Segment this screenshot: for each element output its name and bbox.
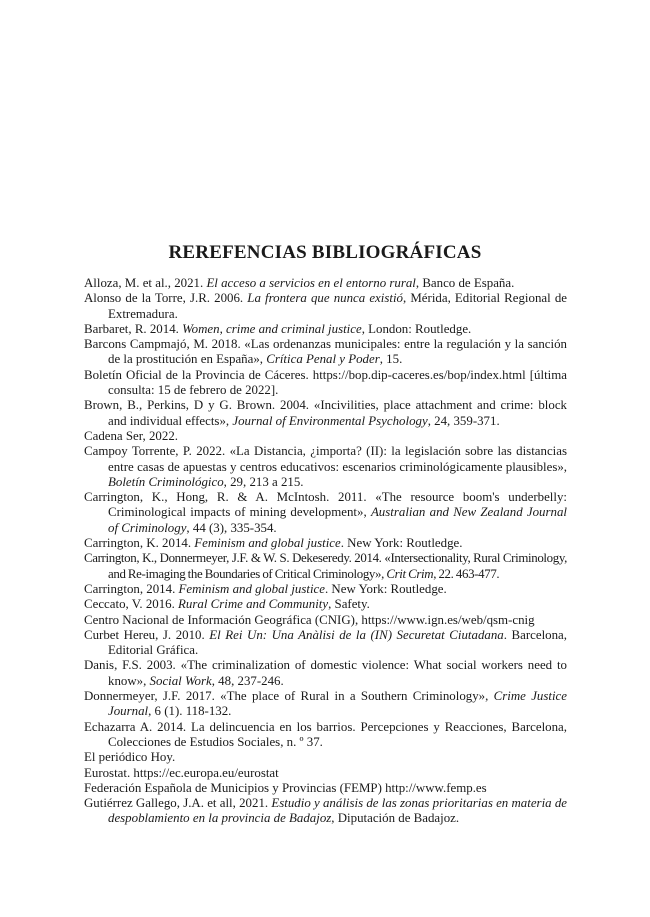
reference-title-italic: Social Work [149, 673, 212, 688]
reference-title-italic: El acceso a servicios en el entorno rural [206, 276, 416, 290]
reference-entry [84, 429, 567, 444]
reference-entry [84, 796, 567, 827]
reference-entry [84, 368, 567, 399]
reference-text-tail: , 29, 213 a 215. [223, 474, 304, 489]
reference-entry [84, 490, 567, 536]
reference-title-italic: Feminism and global justice [178, 581, 325, 596]
reference-text-tail: . New York: Routledge. [324, 581, 447, 596]
reference-text: Alloza, M. et al., 2021. [84, 276, 207, 290]
reference-entry [84, 276, 567, 291]
reference-text-tail: . Barcelona, Editorial Gráfica. [108, 627, 567, 658]
reference-title-italic: La frontera que nunca existió [247, 291, 403, 306]
reference-title-italic: Crítica Penal y Poder [266, 352, 380, 367]
reference-text: Carrington, 2014. [84, 581, 179, 596]
reference-entry [84, 720, 567, 751]
reference-text-tail: , Diputación de Badajoz. [331, 811, 460, 826]
reference-text: Eurostat. https://ec.europa.eu/eurostat [84, 765, 279, 780]
reference-text-tail: , Banco de España. [415, 276, 515, 290]
reference-entry [84, 291, 567, 322]
reference-text: Curbet Hereu, J. 2010. [84, 627, 210, 642]
reference-text: El periódico Hoy. [84, 750, 176, 765]
reference-entry [84, 628, 567, 659]
reference-entry [84, 582, 567, 597]
section-title: REREFENCIAS BIBLIOGRÁFICAS [168, 242, 482, 263]
reference-title-italic: Rural Crime and Community [178, 597, 329, 612]
reference-title-italic: Journal of Environmental Psychology [232, 413, 428, 428]
reference-text: Danis, F.S. 2003. «The criminalization of domestic violence: What social workers need to know», [84, 658, 567, 688]
reference-title-italic: Boletín Criminológico [108, 474, 224, 489]
reference-entry [84, 658, 567, 689]
reference-text-tail: . New York: Routledge. [340, 536, 463, 551]
reference-title-italic: Women, crime and criminal justice [182, 321, 362, 336]
reference-title-italic: El Rei Un: Una Anàlisi de la (IN) Securetat Ciutadana [209, 627, 504, 642]
reference-text-tail: , 6 (1). 118-132. [148, 704, 232, 719]
reference-text-tail: , 15. [379, 352, 403, 367]
reference-entry [84, 750, 567, 765]
reference-entry [84, 597, 567, 612]
reference-text-tail: , 48, 237-246. [211, 673, 284, 688]
reference-entry [84, 536, 567, 551]
reference-text-tail: , 44 (3), 335-354. [186, 520, 277, 535]
reference-title-italic: Estudio y análisis de las zonas prioritarias en materia de despoblamiento en la provincia de Badajoz [108, 796, 568, 826]
reference-text: Carrington, K. 2014. [84, 536, 195, 551]
reference-text: Gutiérrez Gallego, J.A. et all, 2021. [84, 796, 272, 811]
reference-entry [84, 766, 567, 781]
reference-entry [84, 337, 567, 368]
reference-title-italic: Crime Justice Journal [108, 689, 567, 719]
reference-text: Centro Nacional de Información Geográfica (CNIG), https://www.ign.es/web/qsm-cnig [84, 612, 535, 627]
reference-entry [84, 689, 567, 720]
reference-title-italic: Crit Crim [386, 566, 434, 581]
reference-entry [84, 613, 567, 628]
reference-entry [84, 444, 567, 490]
reference-text: Echazarra A. 2014. La delincuencia en los barrios. Percepciones y Reacciones, Barcelona, Colecciones de Estudios Sociales, n. º 37. [84, 719, 567, 749]
reference-text-tail: , 24, 359-371. [427, 413, 500, 428]
reference-text: Barcons Campmajó, M. 2018. «Las ordenanzas municipales: entre la regulación y la sanción de la prostitución en España», [84, 337, 567, 367]
reference-text: Alonso de la Torre, J.R. 2006. [84, 291, 248, 306]
reference-entry [84, 781, 567, 796]
reference-entry [84, 398, 567, 429]
reference-text: Boletín Oficial de la Provincia de Cáceres. https://bop.dip-caceres.es/bop/index.html [última consulta: 15 de febrero de 2022]. [84, 367, 567, 398]
reference-text-tail: , Safety. [328, 597, 370, 612]
reference-text: Campoy Torrente, P. 2022. «La Distancia, ¿importa? (II): la legislación sobre las distancias entre casas de apuestas y centros educativos: escenarios criminológicamente plausibles», [84, 444, 567, 474]
reference-title-italic: Australian and New Zealand Journal of Criminology [108, 505, 567, 535]
reference-text: Carrington, K., Donnermeyer, J.F. & W. S. Dekeseredy. 2014. «Intersectionality, Rural Criminology, and Re-imaging the Boundaries of Critical Criminology», [84, 551, 567, 581]
reference-text: Barbaret, R. 2014. [84, 321, 183, 336]
reference-text-tail: , London: Routledge. [361, 321, 472, 336]
reference-entry [84, 322, 567, 337]
reference-title-italic: Feminism and global justice [194, 536, 341, 551]
reference-text: Donnermeyer, J.F. 2017. «The place of Rural in a Southern Criminology», [84, 689, 494, 704]
reference-list [84, 276, 567, 827]
reference-text-tail: , 22. 463-477. [433, 566, 500, 581]
reference-text: Brown, B., Perkins, D y G. Brown. 2004. «Incivilities, place attachment and crime: block and individual effects», [84, 398, 567, 428]
reference-text: Cadena Ser, 2022. [84, 428, 178, 443]
reference-text: Federación Española de Municipios y Provincias (FEMP) http://www.femp.es [84, 780, 487, 795]
reference-text-tail: , Mérida, Editorial Regional de Extremadura. [108, 291, 567, 321]
reference-text: Carrington, K., Hong, R. & A. McIntosh. 2011. «The resource boom's underbelly: Criminological impacts of mining development», [84, 490, 567, 520]
reference-text: Ceccato, V. 2016. [84, 597, 179, 612]
reference-entry [84, 551, 567, 582]
